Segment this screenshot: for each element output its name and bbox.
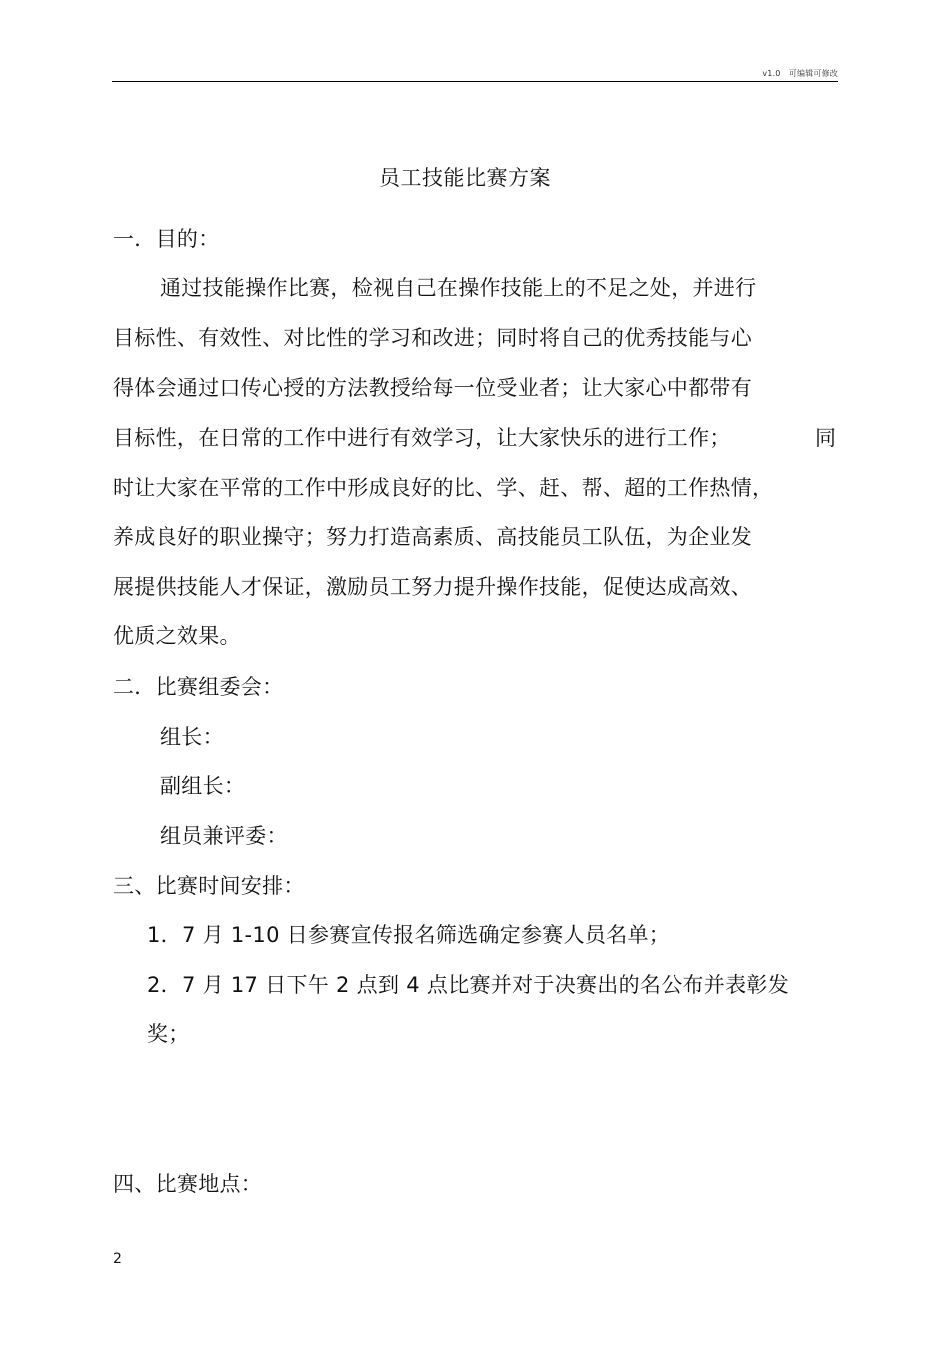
committee-item-leader: 组长： bbox=[160, 725, 224, 749]
section1-paragraph-line: 展提供技能人才保证，激励员工努力提升操作技能，促使达成高效、 bbox=[113, 575, 752, 599]
schedule-item-continuation: 奖； bbox=[147, 1022, 190, 1046]
section1-paragraph-line: 时让大家在平常的工作中形成良好的比、学、赶、帮、超的工作热情， bbox=[113, 476, 774, 500]
section1-heading: 一．目的： bbox=[113, 227, 220, 251]
section1-paragraph-line: 通过技能操作比赛，检视自己在操作技能上的不足之处，并进行 bbox=[160, 276, 757, 300]
section1-paragraph-line: 目标性，在日常的工作中进行有效学习，让大家快乐的进行工作； bbox=[113, 426, 731, 450]
section1-line-tail: 同 bbox=[815, 426, 836, 450]
schedule-item: 1．7 月 1-10 日参赛宣传报名筛选确定参赛人员名单； bbox=[147, 923, 671, 947]
section1-paragraph-line: 得体会通过口传心授的方法教授给每一位受业者；让大家心中都带有 bbox=[113, 376, 752, 400]
header-divider bbox=[112, 81, 838, 82]
section1-paragraph-line: 养成良好的职业操守；努力打造高素质、高技能员工队伍，为企业发 bbox=[113, 525, 752, 549]
committee-item-members: 组员兼评委： bbox=[160, 824, 288, 848]
section1-paragraph-line: 目标性、有效性、对比性的学习和改进；同时将自己的优秀技能与心 bbox=[113, 326, 752, 350]
section1-paragraph-line: 优质之效果。 bbox=[113, 624, 241, 648]
section3-heading: 三、比赛时间安排： bbox=[113, 874, 305, 898]
schedule-item: 2．7 月 17 日下午 2 点到 4 点比赛并对于决赛出的名公布并表彰发 bbox=[147, 973, 789, 997]
section2-heading: 二．比赛组委会： bbox=[113, 675, 284, 699]
committee-item-deputy: 副组长： bbox=[160, 774, 246, 798]
page-number: 2 bbox=[113, 1251, 122, 1267]
section4-heading: 四、比赛地点： bbox=[113, 1172, 263, 1196]
document-title: 员工技能比赛方案 bbox=[379, 166, 551, 190]
header-version-note: v1.0 可编辑可修改 bbox=[762, 69, 838, 78]
